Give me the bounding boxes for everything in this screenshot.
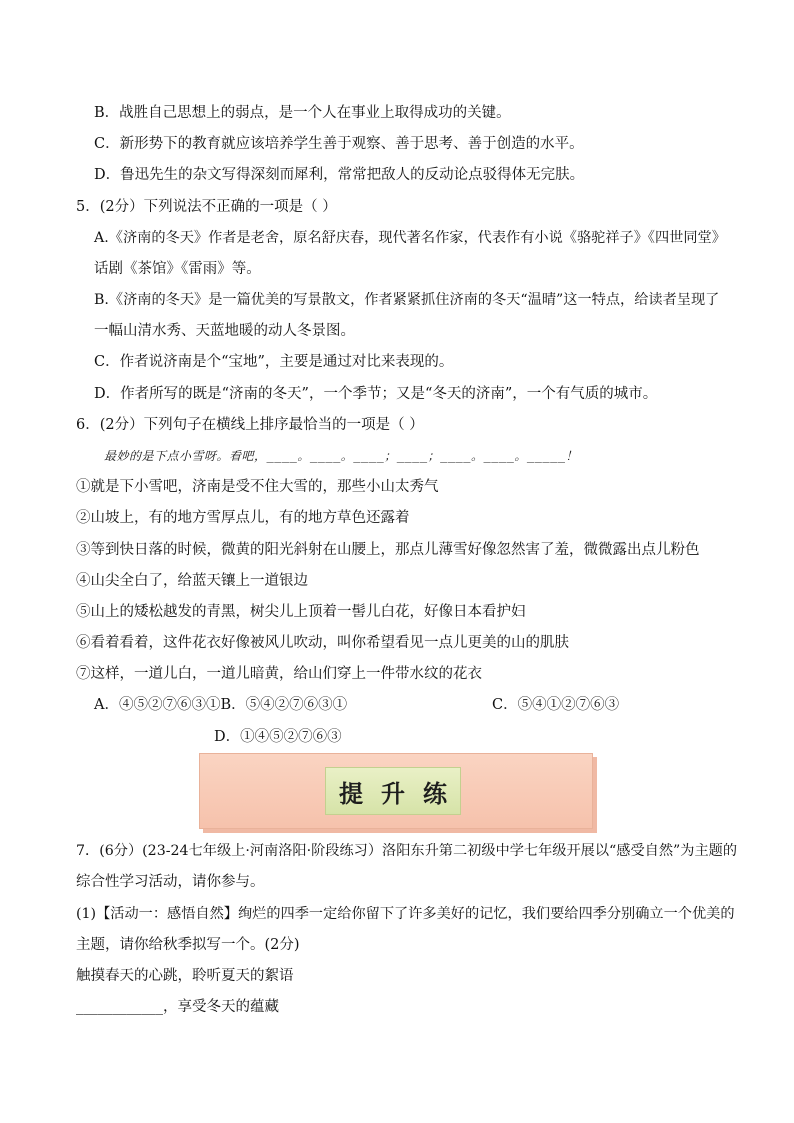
q6-item-7: ⑦这样，一道儿白，一道儿暗黄，给山们穿上一件带水纹的花衣 [76, 666, 482, 682]
q7-sub1-line2: 主题，请你给秋季拟写一个。(2分) [76, 937, 300, 953]
q5-option-b-line2: 一幅山清水秀、天蓝地暖的动人冬景图。 [94, 323, 355, 339]
q6-option-d: D．①④⑤②⑦⑥③ [214, 729, 342, 745]
q5-option-b-line1: B.《济南的冬天》是一篇优美的写景散文，作者紧紧抓住济南的冬天“温晴”这一特点，给读者呈现了 [94, 292, 720, 308]
q7-spring-theme: 触摸春天的心跳，聆听夏天的絮语 [76, 968, 294, 984]
q7-line1: 7．(6分）(23-24七年级上·河南洛阳·阶段练习）洛阳东升第二初级中学七年级开展以“感受自然”为主题的 [76, 843, 738, 859]
q7-line2: 综合性学习活动，请你参与。 [76, 874, 265, 890]
q5-stem: 5．(2分）下列说法不正确的一项是（ ） [76, 199, 337, 215]
q6-item-6: ⑥看着看着，这件花衣好像被风儿吹动，叫你希望看见一点儿更美的山的肌肤 [76, 635, 569, 651]
q6-stem: 6．(2分）下列句子在横线上排序最恰当的一项是（ ） [76, 417, 424, 433]
q5-option-a-line2: 话剧《茶馆》《雷雨》等。 [94, 261, 261, 277]
q6-item-1: ①就是下小雪吧，济南是受不住大雪的，那些小山太秀气 [76, 479, 439, 495]
q7-sub1-line1: (1)【活动一：感悟自然】绚烂的四季一定给你留下了许多美好的记忆，我们要给四季分别确立一个优美的 [76, 906, 735, 922]
q6-item-4: ④山尖全白了，给蓝天镶上一道银边 [76, 573, 308, 589]
q5-option-c: C．作者说济南是个“宝地”，主要是通过对比来表现的。 [94, 354, 454, 370]
q6-sentence: 最妙的是下点小雪呀。看吧，____。____。____；____；____。____。_____！ [104, 449, 579, 463]
q6-options-ab: A．④⑤②⑦⑥③①B．⑤④②⑦⑥③① [94, 697, 348, 713]
q4-option-d: D．鲁迅先生的杂文写得深刻而犀利，常常把敌人的反动论点驳得体无完肤。 [94, 167, 585, 183]
q7-winter-theme[interactable]: ____________，享受冬天的蕴藏 [76, 999, 279, 1015]
q6-option-c: C．⑤④①②⑦⑥③ [492, 697, 620, 713]
q5-option-d: D．作者所写的既是“济南的冬天”，一个季节；又是“冬天的济南”，一个有气质的城市。 [94, 386, 658, 402]
section-banner-title-box [325, 767, 465, 815]
q6-item-3: ③等到快日落的时候，微黄的阳光斜射在山腰上，那点儿薄雪好像忽然害了羞，微微露出点儿粉色 [76, 542, 700, 558]
q4-option-b: B．战胜自己思想上的弱点，是一个人在事业上取得成功的关键。 [94, 105, 511, 121]
q6-item-5: ⑤山上的矮松越发的青黑，树尖儿上顶着一髻儿白花，好像日本看护妇 [76, 604, 526, 620]
section-banner [199, 753, 593, 829]
q5-option-a-line1: A.《济南的冬天》作者是老舍，原名舒庆春，现代著名作家，代表作有小说《骆驼祥子》《四世同堂》 [94, 230, 726, 246]
q6-item-2: ②山坡上，有的地方雪厚点儿，有的地方草色还露着 [76, 510, 410, 526]
q4-option-c: C．新形势下的教育就应该培养学生善于观察、善于思考、善于创造的水平。 [94, 136, 584, 152]
section-banner-title: 提升练 [339, 779, 465, 808]
